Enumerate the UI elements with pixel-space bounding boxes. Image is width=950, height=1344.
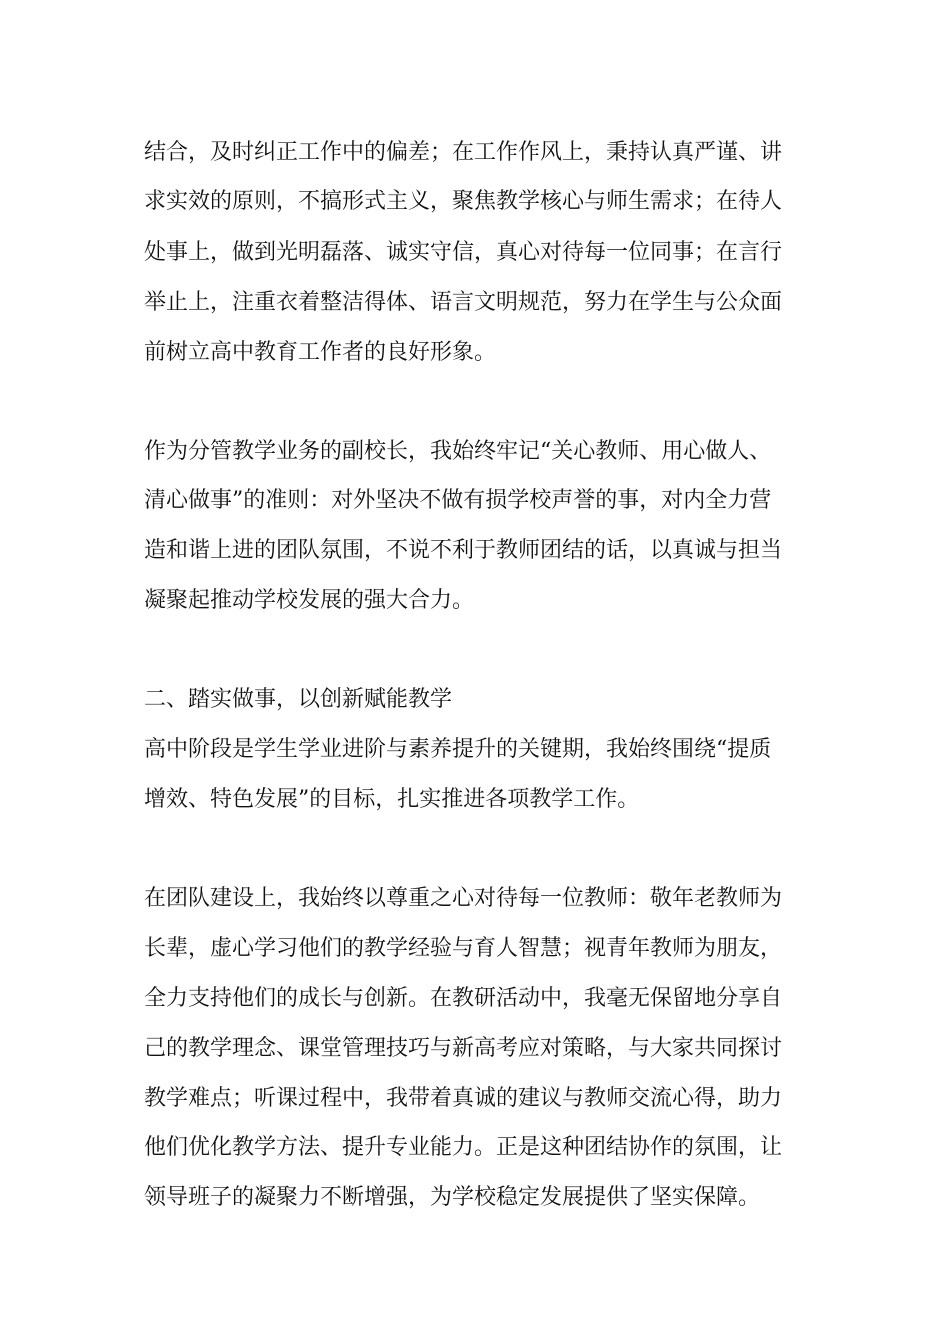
paragraph-4-line-2: 长辈，虚心学习他们的教学经验与育人智慧；视青年教师为朋友， xyxy=(144,936,783,961)
paragraph-2-line-1: 作为分管教学业务的副校长，我始终牢记“关心教师、用心做人、 xyxy=(144,439,772,464)
paragraph-4-line-1: 在团队建设上，我始终以尊重之心对待每一位教师：敬年老教师为 xyxy=(144,886,783,911)
paragraph-4-line-5: 教学难点；听课过程中，我带着真诚的建议与教师交流心得，助力 xyxy=(144,1086,783,1111)
paragraph-1-line-3: 处事上，做到光明磊落、诚实守信，真心对待每一位同事；在言行 xyxy=(144,240,783,265)
paragraph-3-line-2: 增效、特色发展”的目标，扎实推进各项教学工作。 xyxy=(144,787,640,812)
paragraph-4-line-7: 领导班子的凝聚力不断增强，为学校稳定发展提供了坚实保障。 xyxy=(144,1185,761,1210)
paragraph-2-line-2: 清心做事”的准则：对外坚决不做有损学校声誉的事，对内全力营 xyxy=(144,488,772,513)
paragraph-1-line-4: 举止上，注重衣着整洁得体、语言文明规范，努力在学生与公众面 xyxy=(144,290,783,315)
paragraph-4-line-3: 全力支持他们的成长与创新。在教研活动中，我毫无保留地分享自 xyxy=(144,986,783,1011)
paragraph-2-line-4: 凝聚起推动学校发展的强大合力。 xyxy=(144,588,475,613)
paragraph-1-line-2: 求实效的原则，不搞形式主义，聚焦教学核心与师生需求；在待人 xyxy=(144,189,783,214)
paragraph-2-line-3: 造和谐上进的团队氛围，不说不利于教师团结的话，以真诚与担当 xyxy=(144,538,783,563)
paragraph-3-line-1: 高中阶段是学生学业进阶与素养提升的关键期，我始终围绕“提质 xyxy=(144,737,772,762)
section-heading: 二、踏实做事，以创新赋能教学 xyxy=(144,687,453,712)
paragraph-1-line-1: 结合，及时纠正工作中的偏差；在工作作风上，秉持认真严谨、讲 xyxy=(144,140,783,165)
paragraph-4-line-4: 己的教学理念、课堂管理技巧与新高考应对策略，与大家共同探讨 xyxy=(144,1036,783,1061)
paragraph-1-line-5: 前树立高中教育工作者的良好形象。 xyxy=(144,340,497,365)
paragraph-4-line-6: 他们优化教学方法、提升专业能力。正是这种团结协作的氛围，让 xyxy=(144,1135,783,1160)
